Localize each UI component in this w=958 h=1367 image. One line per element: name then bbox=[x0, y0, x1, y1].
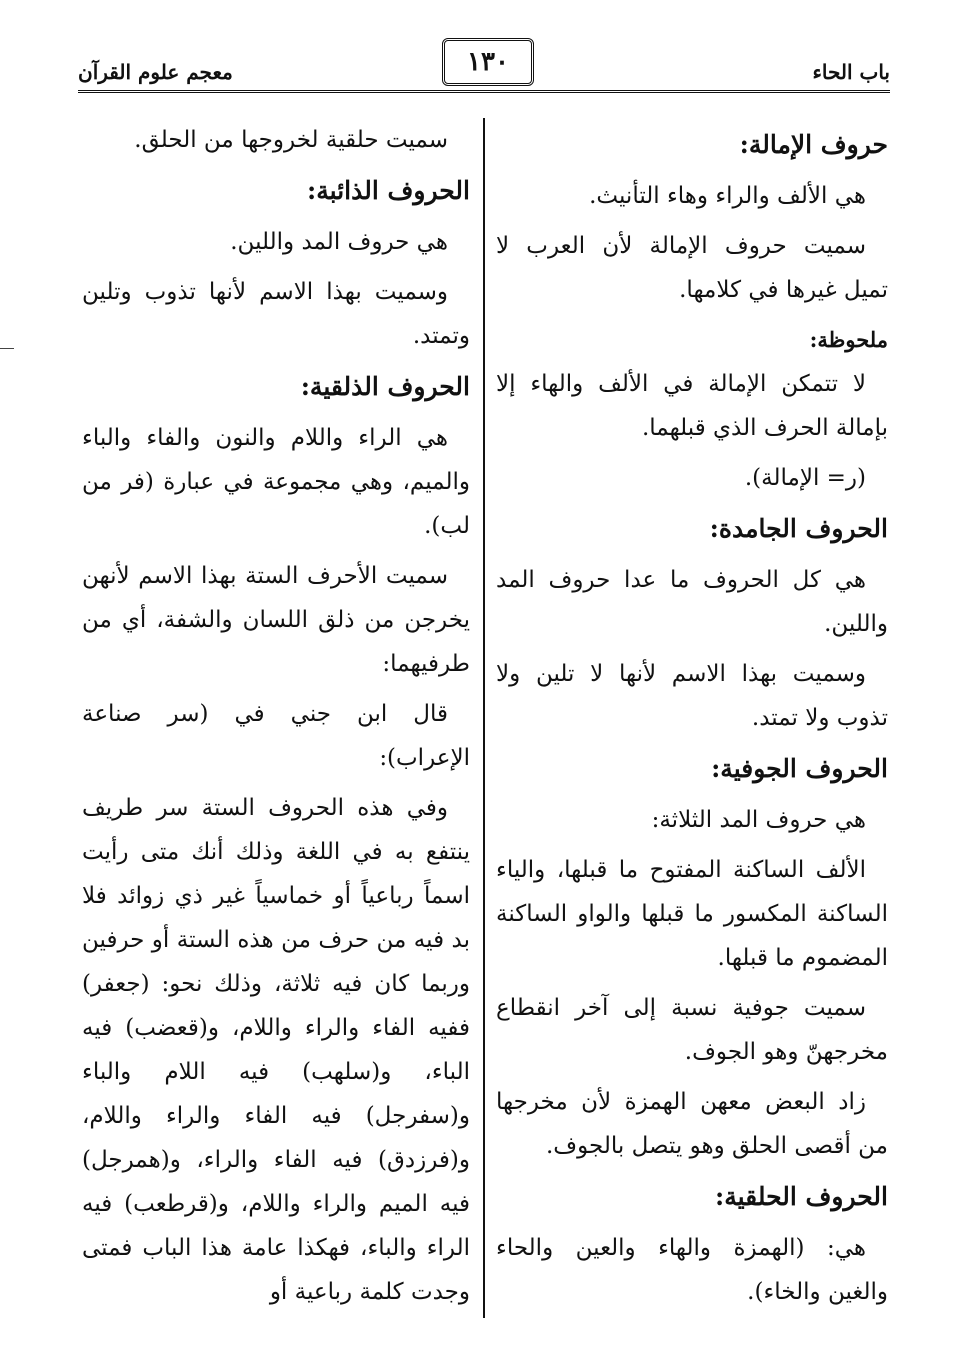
entry-text: هي الألف والراء وهاء التأنيث. bbox=[589, 183, 866, 209]
entry-text: هي حروف المد واللين. bbox=[230, 229, 448, 255]
entry-text: سميت جوفية نسبة إلى آخر انقطاع مخرجهنّ وهو الجوف. bbox=[496, 995, 888, 1065]
entry-title-halqiya: الحروف الحلقية: bbox=[715, 1182, 888, 1211]
note-label: ملحوظة: bbox=[809, 327, 888, 352]
page-header bbox=[78, 38, 890, 86]
entry-title-imala: حروف الإمالة: bbox=[739, 130, 888, 159]
margin-mark bbox=[0, 348, 14, 349]
entry-text: هي كل الحروف ما عدا حروف المد واللين. bbox=[496, 567, 888, 637]
entry-text: الألف الساكنة المفتوح ما قبلها، والياء الساكنة المكسور ما قبلها والواو الساكنة المضموم ما قبلها. bbox=[496, 857, 888, 971]
page-number: ١٣٠ bbox=[467, 47, 509, 77]
right-column bbox=[496, 118, 888, 1320]
book-title: معجم علوم القرآن bbox=[78, 60, 233, 84]
entry-text: سميت الأحرف الستة بهذا الاسم لأنهن يخرجن من ذلق اللسان والشفة، أي من طرفيهما: bbox=[82, 563, 470, 677]
entry-title-jamida: الحروف الجامدة: bbox=[709, 514, 888, 543]
entry-text: لا تتمكن الإمالة في الألف والهاء إلا بإمالة الحرف الذي قبلهما. bbox=[496, 371, 888, 441]
entry-text: هي الراء واللام والنون والفاء والباء والميم، وهي مجموعة في عبارة (فر من لب). bbox=[82, 425, 470, 539]
column-divider bbox=[483, 118, 485, 1318]
entry-text: وسميت بهذا الاسم لأنها لا تلين ولا تذوب ولا تمتد. bbox=[496, 661, 888, 731]
entry-text: وفي هذه الحروف الستة سر طريف ينتفع به في اللغة وذلك أنك متى رأيت اسماً رباعياً أو خماسياً غير ذي زوائد فلا بد فيه من حرف من هذه الستة أو حرفين وربما كان فيه ثلاثة، وذلك نحو: (جعفر) ففيه الفاء والراء واللام، و(قعضب) فيه الباء، و(سلهب) فيه اللام والباء و(سفرجل) فيه الفاء والراء واللام، و(فرزدق) فيه الفاء والراء، و(همرجل) فيه الميم والراء واللام، و(قرطعب) فيه الراء والباء، فهكذا عامة هذا الباب فمتى وجدت كلمة رباعية أو bbox=[82, 795, 470, 1305]
entry-text: قال ابن جني في (سر صناعة الإعراب): bbox=[82, 701, 470, 771]
entry-text: وسميت بهذا الاسم لأنها تذوب وتلين وتمتد. bbox=[82, 279, 470, 349]
left-column bbox=[82, 118, 470, 1320]
header-rule bbox=[78, 90, 890, 93]
entry-text: سميت حروف الإمالة لأن العرب لا تميل غيرها في كلامها. bbox=[496, 233, 888, 303]
entry-text: هي: (الهمزة والهاء والعين والحاء والغين والخاء). bbox=[496, 1235, 888, 1305]
entry-title-jawfiya: الحروف الجوفية: bbox=[711, 754, 888, 783]
entry-text: سميت حلقية لخروجها من الحلق. bbox=[134, 127, 448, 153]
entry-text: هي حروف المد الثلاثة: bbox=[651, 807, 866, 833]
cross-reference: (ر= الإمالة). bbox=[744, 465, 866, 491]
entry-title-dhalqiya: الحروف الذلقية: bbox=[300, 372, 470, 401]
section-title: باب الحاء bbox=[812, 60, 890, 84]
entry-text: زاد البعض معهن الهمزة لأن مخرجها من أقصى الحلق وهو يتصل بالجوف. bbox=[496, 1089, 888, 1159]
page-number-box bbox=[442, 38, 534, 86]
entry-title-dhaiba: الحروف الذائبة: bbox=[307, 176, 470, 205]
